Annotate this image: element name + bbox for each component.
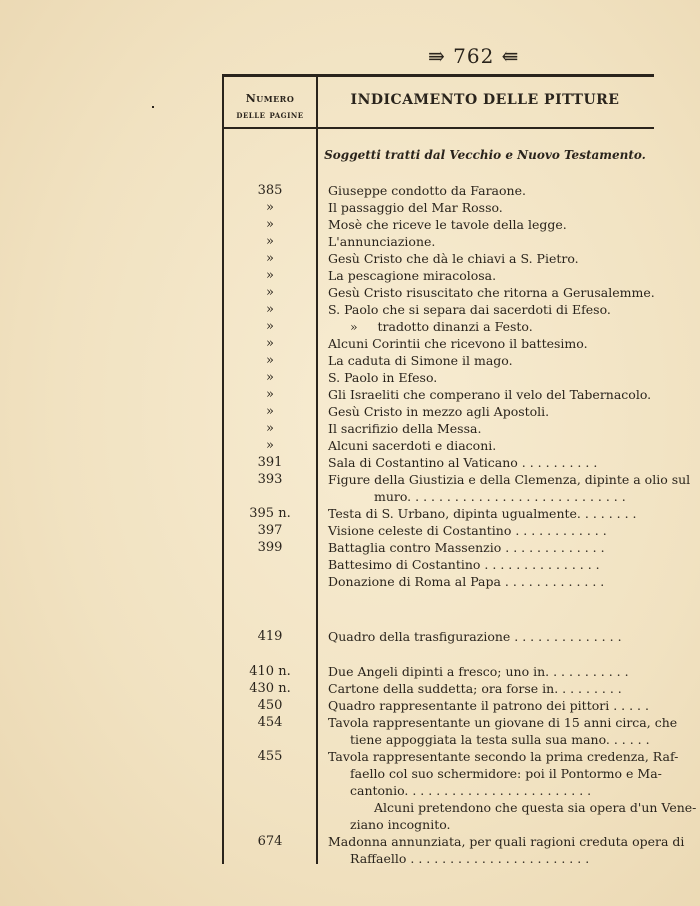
row-page: 410 n.	[249, 664, 291, 679]
table-row	[224, 731, 654, 748]
row-text: La pescagione miracolosa.	[328, 268, 497, 283]
table-row	[224, 233, 654, 250]
row-page: 450	[257, 698, 283, 713]
row-text: Visione celeste di Costantino . . . . . . . . . . . .	[328, 523, 607, 538]
column-header-line-1: Numero	[245, 92, 295, 105]
row-page: 391	[257, 455, 283, 470]
row-text: Cartone della suddetta; ora forse in. . . . . . . . .	[328, 681, 622, 696]
table-row	[224, 216, 654, 233]
table-row	[224, 833, 685, 850]
row-text: S. Paolo in Efeso.	[328, 370, 438, 385]
row-page: »	[266, 370, 274, 385]
row-page: »	[266, 438, 274, 453]
row-page: »	[266, 302, 274, 317]
row-page: »	[266, 285, 274, 300]
table-row	[224, 765, 662, 782]
row-page: »	[266, 200, 274, 215]
page-number: ⇛ 762 ⇚	[428, 44, 520, 68]
table-row	[224, 748, 679, 765]
row-text: Gesù Cristo che dà le chiavi a S. Pietro.	[328, 251, 579, 266]
row-text: Mosè che riceve le tavole della legge.	[328, 217, 567, 232]
row-text: Battesimo di Costantino . . . . . . . . . . . . . . .	[328, 557, 600, 572]
table-row	[224, 628, 654, 645]
row-page: 393	[257, 472, 283, 487]
row-text: cantonio. . . . . . . . . . . . . . . . . . . . . . . .	[350, 783, 592, 798]
row-page: 399	[257, 540, 283, 555]
column-header-page-number	[224, 90, 316, 124]
row-page: 395 n.	[249, 506, 291, 521]
row-text: muro. . . . . . . . . . . . . . . . . . . . . . . . . . . .	[374, 489, 626, 504]
table-row	[224, 335, 654, 352]
column-header-paintings: INDICAMENTO DELLE PITTURE	[350, 92, 620, 108]
table-row	[224, 680, 654, 697]
row-page: »	[266, 268, 274, 283]
row-text: ziano incognito.	[350, 817, 451, 832]
row-text: » tradotto dinanzi a Festo.	[350, 319, 533, 334]
row-page: »	[266, 251, 274, 266]
column-header-line-2: delle pagine	[236, 110, 304, 121]
row-page: »	[266, 353, 274, 368]
row-text: faello col suo schermidore: poi il Pontormo e Ma-	[350, 766, 662, 781]
header-under-rule	[222, 127, 654, 129]
row-text: Donazione di Roma al Papa . . . . . . . . . . . . .	[328, 574, 605, 589]
table-row	[224, 352, 654, 369]
row-page: »	[266, 421, 274, 436]
row-page: »	[266, 336, 274, 351]
row-page: »	[266, 234, 274, 249]
row-text: Alcuni Corintii che ricevono il battesimo.	[328, 336, 588, 351]
row-text: Gesù Cristo risuscitato che ritorna a Gerusalemme.	[328, 285, 655, 300]
table-row	[224, 850, 654, 867]
table-row	[224, 488, 654, 505]
table-row	[224, 301, 654, 318]
table-row	[224, 250, 654, 267]
row-page: 454	[257, 715, 283, 730]
row-text: Tavola rappresentante un giovane di 15 anni circa, che	[328, 715, 678, 730]
row-text: Alcuni sacerdoti e diaconi.	[328, 438, 497, 453]
row-text: Due Angeli dipinti a fresco; uno in. . . . . . . . . . .	[328, 664, 629, 679]
table-row	[224, 539, 654, 556]
row-page: 419	[257, 629, 283, 644]
table-row	[224, 403, 654, 420]
row-page: 397	[257, 523, 283, 538]
row-page: 455	[257, 749, 283, 764]
section-title: Soggetti tratti dal Vecchio e Nuovo Testamento.	[324, 148, 646, 162]
row-text: Testa di S. Urbano, dipinta ugualmente. . . . . . . .	[328, 506, 637, 521]
row-page: 385	[257, 183, 283, 198]
table-row	[224, 454, 654, 471]
row-text: Il passaggio del Mar Rosso.	[328, 200, 503, 215]
table-row	[224, 799, 697, 816]
row-text: tiene appoggiata la testa sulla sua mano. . . . . .	[350, 732, 650, 747]
row-text: Battaglia contro Massenzio . . . . . . . . . . . . .	[328, 540, 605, 555]
row-page: »	[266, 217, 274, 232]
table-row	[224, 267, 654, 284]
table-row	[224, 199, 654, 216]
row-page: 674	[257, 834, 283, 849]
row-text: Quadro rappresentante il patrono dei pittori . . . . .	[328, 698, 649, 713]
row-text: Raffaello . . . . . . . . . . . . . . . . . . . . . . .	[350, 851, 590, 866]
table-row	[224, 556, 654, 573]
row-text: Tavola rappresentante secondo la prima credenza, Raf-	[328, 749, 679, 764]
table-row	[224, 284, 654, 301]
row-text: Madonna annunziata, per quali ragioni creduta opera di	[328, 834, 685, 849]
row-text: Sala di Costantino al Vaticano . . . . . . . . . .	[328, 455, 598, 470]
table-row	[224, 386, 654, 403]
row-text: Giuseppe condotto da Faraone.	[328, 183, 526, 198]
table-row	[224, 697, 654, 714]
table-row	[224, 420, 654, 437]
row-text: Alcuni pretendono che questa sia opera d'un Vene-	[374, 800, 697, 815]
row-text: Quadro della trasfigurazione . . . . . . . . . . . . . .	[328, 629, 622, 644]
table-row	[224, 522, 654, 539]
table-row	[224, 816, 654, 833]
row-page: 430 n.	[249, 681, 291, 696]
ink-speck	[152, 106, 154, 108]
table-row	[224, 437, 654, 454]
table-row	[224, 182, 654, 199]
table-row	[224, 573, 654, 590]
row-page: »	[266, 404, 274, 419]
row-page: »	[266, 319, 274, 334]
table-row	[224, 782, 654, 799]
table-row	[224, 505, 654, 522]
row-text: Gesù Cristo in mezzo agli Apostoli.	[328, 404, 550, 419]
row-text: L'annunciazione.	[328, 234, 436, 249]
row-text: Gli Israeliti che comperano il velo del Tabernacolo.	[328, 387, 652, 402]
table-row	[224, 369, 654, 386]
table-row	[224, 471, 691, 488]
row-text: Il sacrifizio della Messa.	[328, 421, 482, 436]
row-text: La caduta di Simone il mago.	[328, 353, 513, 368]
table-row	[224, 318, 654, 335]
table-row	[224, 663, 654, 680]
row-text: Figure della Giustizia e della Clemenza, dipinte a olio sul	[328, 472, 691, 487]
row-page: »	[266, 387, 274, 402]
row-text: S. Paolo che si separa dai sacerdoti di Efeso.	[328, 302, 611, 317]
table-top-rule	[222, 74, 654, 77]
table-row	[224, 714, 678, 731]
